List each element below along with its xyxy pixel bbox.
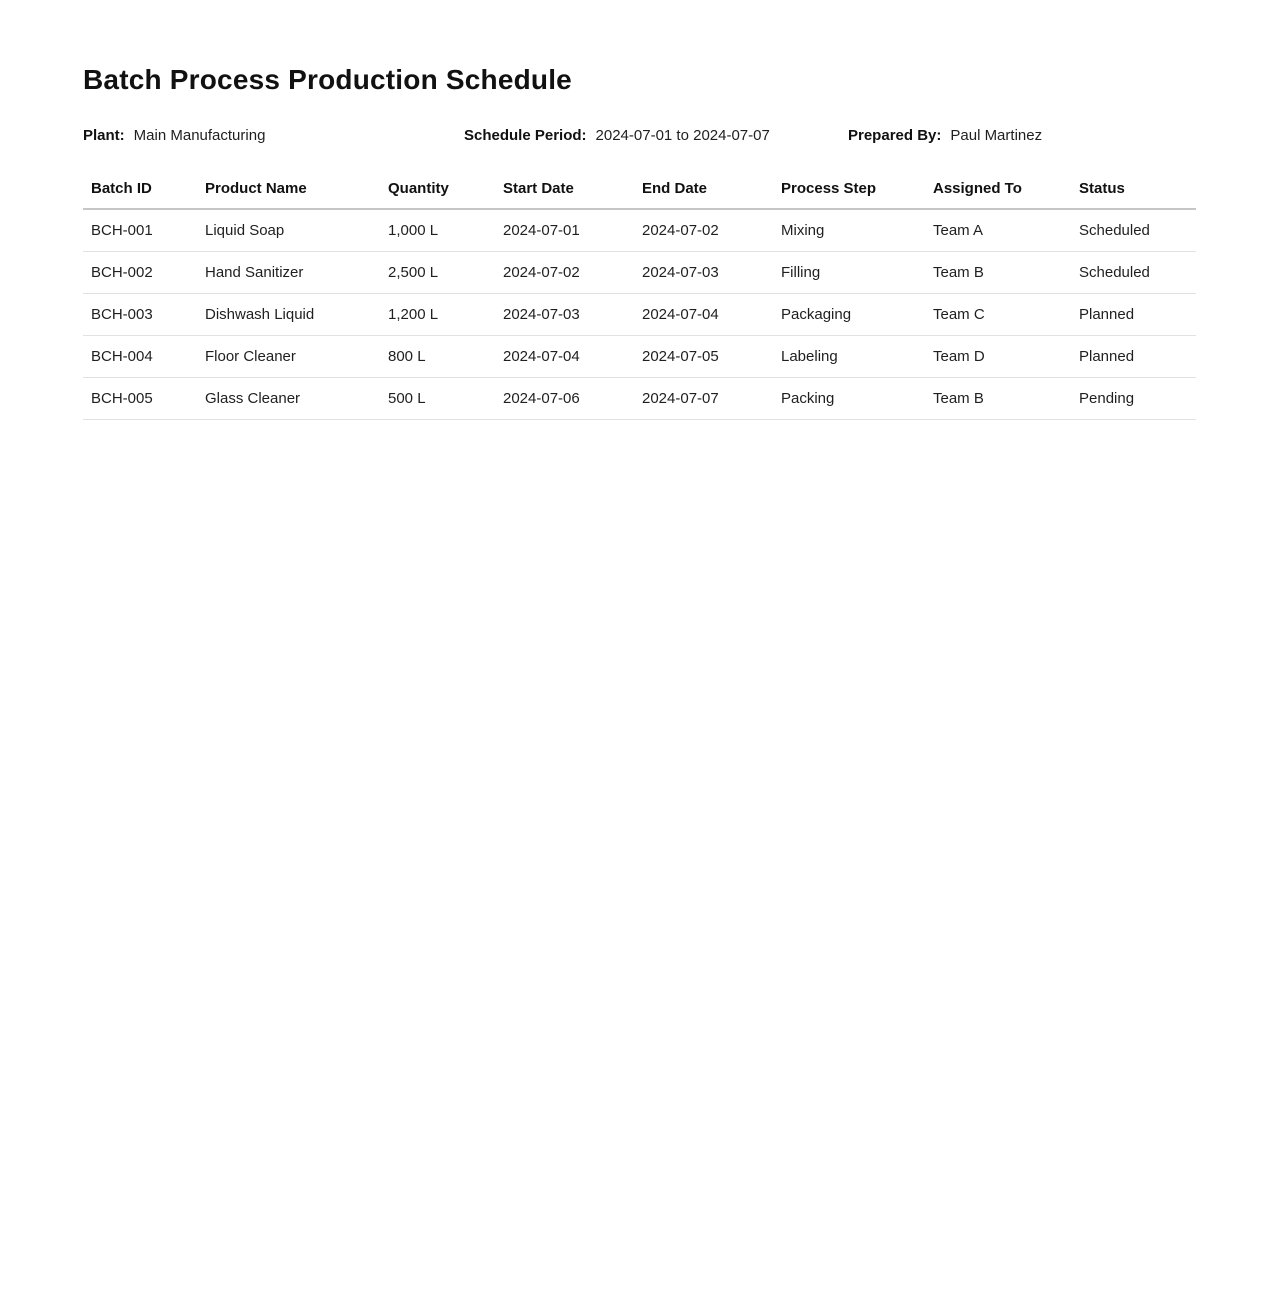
meta-schedule-period bbox=[464, 126, 848, 146]
column-header: Assigned To bbox=[925, 174, 1071, 209]
table-row bbox=[83, 209, 1196, 252]
table-cell: 1,000 L bbox=[380, 209, 495, 252]
table-cell: Floor Cleaner bbox=[197, 336, 380, 378]
table-cell: 800 L bbox=[380, 336, 495, 378]
table-cell: 2,500 L bbox=[380, 252, 495, 294]
schedule-period-label: Schedule Period: bbox=[464, 127, 587, 144]
table-cell: Labeling bbox=[773, 336, 925, 378]
column-header: Quantity bbox=[380, 174, 495, 209]
column-header: Batch ID bbox=[83, 174, 197, 209]
table-header-row bbox=[83, 174, 1196, 209]
table-cell: 2024-07-03 bbox=[634, 252, 773, 294]
table-row bbox=[83, 336, 1196, 378]
table-cell: 2024-07-06 bbox=[495, 378, 634, 420]
meta-plant bbox=[83, 126, 464, 146]
table-cell: 2024-07-04 bbox=[634, 294, 773, 336]
table-cell: Planned bbox=[1071, 294, 1196, 336]
prepared-by-label: Prepared By: bbox=[848, 127, 942, 144]
plant-label: Plant: bbox=[83, 127, 125, 144]
table-cell: 2024-07-07 bbox=[634, 378, 773, 420]
table-row bbox=[83, 252, 1196, 294]
table-cell: Team A bbox=[925, 209, 1071, 252]
document-content bbox=[83, 0, 1196, 420]
meta-prepared-by bbox=[848, 126, 1196, 146]
table-cell: Packaging bbox=[773, 294, 925, 336]
table-cell: 2024-07-03 bbox=[495, 294, 634, 336]
table-row bbox=[83, 378, 1196, 420]
table-cell: Team C bbox=[925, 294, 1071, 336]
table-cell: BCH-001 bbox=[83, 209, 197, 252]
table-cell: 500 L bbox=[380, 378, 495, 420]
table-cell: 2024-07-01 bbox=[495, 209, 634, 252]
table-cell: 2024-07-05 bbox=[634, 336, 773, 378]
table-cell: Hand Sanitizer bbox=[197, 252, 380, 294]
table-cell: Packing bbox=[773, 378, 925, 420]
table-cell: Team D bbox=[925, 336, 1071, 378]
plant-value: Main Manufacturing bbox=[133, 127, 266, 144]
table-cell: Scheduled bbox=[1071, 252, 1196, 294]
column-header: Product Name bbox=[197, 174, 380, 209]
table-cell: Scheduled bbox=[1071, 209, 1196, 252]
table-cell: Team B bbox=[925, 378, 1071, 420]
table-cell: Planned bbox=[1071, 336, 1196, 378]
table-cell: Pending bbox=[1071, 378, 1196, 420]
table-cell: BCH-002 bbox=[83, 252, 197, 294]
meta-row bbox=[83, 126, 1196, 146]
column-header: Start Date bbox=[495, 174, 634, 209]
table-cell: Mixing bbox=[773, 209, 925, 252]
table-cell: Team B bbox=[925, 252, 1071, 294]
table-cell: Glass Cleaner bbox=[197, 378, 380, 420]
table-cell: Liquid Soap bbox=[197, 209, 380, 252]
prepared-by-value: Paul Martinez bbox=[950, 127, 1043, 144]
table-cell: BCH-003 bbox=[83, 294, 197, 336]
table-cell: BCH-005 bbox=[83, 378, 197, 420]
table-cell: 1,200 L bbox=[380, 294, 495, 336]
column-header: Process Step bbox=[773, 174, 925, 209]
table-body bbox=[83, 209, 1196, 420]
table-cell: 2024-07-04 bbox=[495, 336, 634, 378]
table-cell: BCH-004 bbox=[83, 336, 197, 378]
table-cell: 2024-07-02 bbox=[634, 209, 773, 252]
table-cell: Dishwash Liquid bbox=[197, 294, 380, 336]
production-schedule-table bbox=[83, 174, 1196, 420]
table-row bbox=[83, 294, 1196, 336]
table-cell: Filling bbox=[773, 252, 925, 294]
table-cell: 2024-07-02 bbox=[495, 252, 634, 294]
column-header: Status bbox=[1071, 174, 1196, 209]
schedule-period-value: 2024-07-01 to 2024-07-07 bbox=[595, 127, 770, 144]
page-title: Batch Process Production Schedule bbox=[83, 64, 572, 95]
column-header: End Date bbox=[634, 174, 773, 209]
